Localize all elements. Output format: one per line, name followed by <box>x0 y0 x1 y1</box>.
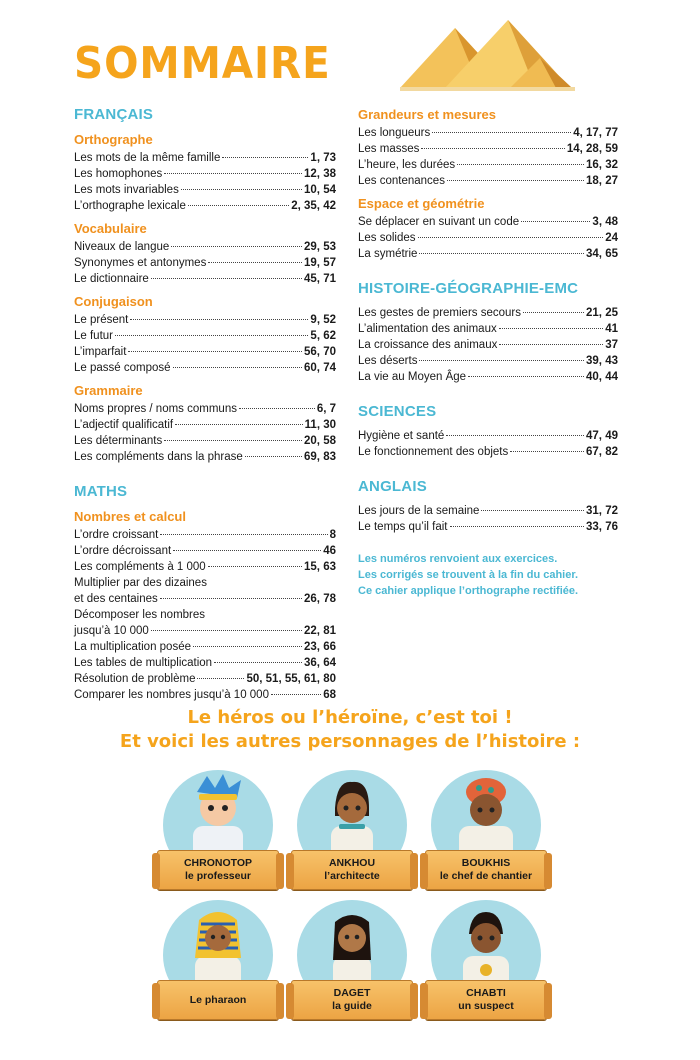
dot-leader <box>271 694 321 695</box>
dot-leader <box>151 630 302 631</box>
toc-entry[interactable] <box>358 353 618 369</box>
entry-pages: 23, 66 <box>304 641 336 653</box>
category-nombres-calcul: Nombres et calcul <box>74 509 186 524</box>
entry-pages: 56, 70 <box>304 346 336 358</box>
dot-leader <box>193 646 302 647</box>
character-banner <box>425 980 547 1020</box>
subject-anglais: ANGLAIS <box>358 478 427 495</box>
entry-label: Les déterminants <box>74 435 163 447</box>
dot-leader <box>160 534 327 535</box>
entry-label: Comparer les nombres jusqu’à 10 000 <box>74 689 269 701</box>
character-role: le professeur <box>185 870 251 882</box>
entry-label: Hygiène et santé <box>358 430 445 442</box>
entry-pages: 20, 58 <box>304 435 336 447</box>
entry-label: L’ordre croissant <box>74 529 159 541</box>
dot-leader <box>151 278 302 279</box>
entry-label: Les solides <box>358 232 416 244</box>
dot-leader <box>197 678 244 679</box>
toc-entry[interactable] <box>358 125 618 141</box>
entry-pages: 16, 32 <box>586 159 618 171</box>
entry-first-line: Décomposer les nombres <box>74 609 206 621</box>
character-role: Le pharaon <box>189 993 247 1006</box>
toc-entry[interactable] <box>74 449 336 465</box>
character-card <box>297 900 407 1030</box>
toc-entry[interactable] <box>74 559 336 575</box>
toc-entry[interactable] <box>74 687 336 703</box>
entry-label: Les longueurs <box>358 127 431 139</box>
dot-leader <box>523 312 584 313</box>
character-name: BOUKHIS <box>461 857 511 869</box>
entry-pages: 26, 78 <box>304 593 336 605</box>
entry-pages: 39, 43 <box>586 355 618 367</box>
dot-leader <box>160 598 302 599</box>
entry-pages: 41 <box>605 323 618 335</box>
character-name: CHRONOTOP <box>183 857 253 869</box>
entry-pages: 2, 35, 42 <box>291 200 336 212</box>
entry-pages: 31, 72 <box>586 505 618 517</box>
category-grammaire: Grammaire <box>74 383 143 398</box>
character-card <box>163 900 273 1030</box>
entry-label: L’heure, les durées <box>358 159 456 171</box>
pharaoh-avatar-icon <box>163 900 273 990</box>
entry-pages: 33, 76 <box>586 521 618 533</box>
entry-pages: 50, 51, 55, 61, 80 <box>246 673 336 685</box>
entry-label: Les déserts <box>358 355 418 367</box>
dot-leader <box>128 351 302 352</box>
subject-sciences: SCIENCES <box>358 403 437 420</box>
entry-label: jusqu’à 10 000 <box>74 625 149 637</box>
toc-entry[interactable] <box>358 214 618 230</box>
character-card <box>297 770 407 900</box>
headline-line-2: Et voici les autres personnages de l’histoire : <box>119 731 581 752</box>
dot-leader <box>510 451 584 452</box>
entry-pages: 14, 28, 59 <box>566 143 618 155</box>
dot-leader <box>171 246 302 247</box>
toc-entry[interactable] <box>358 157 618 173</box>
note-line: Les corrigés se trouvent à la fin du cahier. <box>358 569 579 581</box>
entry-label: La vie au Moyen Âge <box>358 371 467 383</box>
note-line: Les numéros renvoient aux exercices. <box>358 553 558 565</box>
toc-entry[interactable] <box>74 328 336 344</box>
dot-leader <box>418 237 604 238</box>
character-name: DAGET <box>333 987 371 999</box>
headline-line-1: Le héros ou l’héroïne, c’est toi ! <box>187 707 513 728</box>
toc-entry[interactable] <box>74 150 336 166</box>
dot-leader <box>432 132 571 133</box>
subject-francais: FRANÇAIS <box>74 106 154 123</box>
entry-label: La multiplication posée <box>74 641 191 653</box>
entry-label: La symétrie <box>358 248 418 260</box>
toc-entry[interactable] <box>74 401 336 417</box>
dot-leader <box>164 440 302 441</box>
character-card <box>431 770 541 900</box>
characters-headline <box>0 706 700 754</box>
character-banner <box>157 850 279 890</box>
guide-avatar-icon <box>297 900 407 990</box>
category-orthographe: Orthographe <box>74 132 153 147</box>
dot-leader <box>181 189 302 190</box>
entry-label: L’alimentation des animaux <box>358 323 497 335</box>
entry-label: Résolution de problème <box>74 673 196 685</box>
foreman-avatar-icon <box>431 770 541 860</box>
toc-entry[interactable] <box>74 433 336 449</box>
character-banner <box>291 850 413 890</box>
toc-entry[interactable] <box>358 428 618 444</box>
dot-leader <box>450 526 585 527</box>
toc-entry[interactable] <box>74 271 336 287</box>
entry-pages: 34, 65 <box>586 248 618 260</box>
characters-grid <box>0 770 700 1060</box>
entry-label: Noms propres / noms communs <box>74 403 237 415</box>
toc-entry[interactable] <box>358 519 618 535</box>
entry-label: Les mots invariables <box>74 184 179 196</box>
entry-label: L’ordre décroissant <box>74 545 172 557</box>
character-card <box>163 770 273 900</box>
entry-pages: 19, 57 <box>304 257 336 269</box>
dot-leader <box>521 221 590 222</box>
entry-label: et des centaines <box>74 593 158 605</box>
entry-label: Les homophones <box>74 168 163 180</box>
toc-entry[interactable] <box>358 369 618 385</box>
toc-entry[interactable] <box>74 312 336 328</box>
page-title: SOMMAIRE <box>74 38 331 89</box>
toc-entry[interactable] <box>74 417 336 433</box>
dot-leader <box>419 253 584 254</box>
dot-leader <box>446 435 584 436</box>
dot-leader <box>222 157 308 158</box>
character-role: la guide <box>332 1000 372 1012</box>
toc-entry[interactable] <box>74 543 336 559</box>
entry-label: Les contenances <box>358 175 445 187</box>
category-conjugaison: Conjugaison <box>74 294 153 309</box>
entry-pages: 40, 44 <box>586 371 618 383</box>
dot-leader <box>499 328 603 329</box>
toc-entry[interactable] <box>358 230 618 246</box>
entry-pages: 45, 71 <box>304 273 336 285</box>
category-vocabulaire: Vocabulaire <box>74 221 147 236</box>
notes <box>358 551 618 599</box>
toc-entry[interactable] <box>358 321 618 337</box>
dot-leader <box>468 376 584 377</box>
dot-leader <box>214 662 302 663</box>
professor-avatar-icon <box>163 770 273 860</box>
toc-entry[interactable] <box>74 639 336 655</box>
toc-entry[interactable] <box>74 166 336 182</box>
toc-entry[interactable] <box>74 671 336 687</box>
architect-avatar-icon <box>297 770 407 860</box>
character-banner <box>291 980 413 1020</box>
character-role: l’architecte <box>324 870 380 882</box>
character-card <box>431 900 541 1030</box>
dot-leader <box>115 335 308 336</box>
toc-entry[interactable] <box>74 527 336 543</box>
entry-label: L’imparfait <box>74 346 127 358</box>
toc-entry[interactable] <box>74 360 336 376</box>
entry-pages: 68 <box>323 689 336 701</box>
entry-label: Les compléments à 1 000 <box>74 561 206 573</box>
character-banner <box>425 850 547 890</box>
suspect-avatar-icon <box>431 900 541 990</box>
dot-leader <box>499 344 603 345</box>
toc-entry[interactable] <box>358 305 618 321</box>
entry-pages: 4, 17, 77 <box>573 127 618 139</box>
note-line: Ce cahier applique l’orthographe rectifiée. <box>358 585 579 597</box>
entry-label: L’orthographe lexicale <box>74 200 186 212</box>
toc-entry[interactable] <box>74 591 336 607</box>
character-role: un suspect <box>458 1000 514 1012</box>
entry-label: La croissance des animaux <box>358 339 498 351</box>
entry-pages: 8 <box>329 529 336 541</box>
category-grandeurs-mesures: Grandeurs et mesures <box>358 107 497 122</box>
dot-leader <box>208 262 302 263</box>
entry-pages: 29, 53 <box>304 241 336 253</box>
dot-leader <box>130 319 308 320</box>
dot-leader <box>164 173 302 174</box>
toc-entry[interactable] <box>358 444 618 460</box>
left-column <box>74 106 336 703</box>
entry-label: L’adjectif qualificatif <box>74 419 174 431</box>
character-name: ANKHOU <box>328 857 376 869</box>
entry-pages: 3, 48 <box>592 216 618 228</box>
entry-label: Le dictionnaire <box>74 273 149 285</box>
entry-label: Le présent <box>74 314 129 326</box>
toc-entry[interactable] <box>358 246 618 262</box>
right-column <box>358 106 618 599</box>
toc-entry[interactable] <box>74 239 336 255</box>
entry-label: Le fonctionnement des objets <box>358 446 509 458</box>
entry-pages: 21, 25 <box>586 307 618 319</box>
entry-pages: 60, 74 <box>304 362 336 374</box>
entry-pages: 15, 63 <box>304 561 336 573</box>
toc-entry[interactable] <box>74 255 336 271</box>
entry-label: Les tables de multiplication <box>74 657 213 669</box>
dot-leader <box>419 360 584 361</box>
entry-pages: 22, 81 <box>304 625 336 637</box>
entry-pages: 12, 38 <box>304 168 336 180</box>
entry-label: Les masses <box>358 143 420 155</box>
entry-pages: 1, 73 <box>310 152 336 164</box>
toc-entry[interactable] <box>74 182 336 198</box>
dot-leader <box>208 566 302 567</box>
entry-pages: 10, 54 <box>304 184 336 196</box>
toc-entry[interactable] <box>74 344 336 360</box>
dot-leader <box>188 205 289 206</box>
dot-leader <box>175 424 303 425</box>
entry-label: Le futur <box>74 330 113 342</box>
entry-label: Niveaux de langue <box>74 241 170 253</box>
entry-label: Les mots de la même famille <box>74 152 221 164</box>
toc-entry[interactable] <box>358 503 618 519</box>
dot-leader <box>447 180 584 181</box>
toc-entry[interactable] <box>358 337 618 353</box>
entry-label: Les compléments dans la phrase <box>74 451 243 463</box>
pyramids-illustration <box>400 18 575 93</box>
entry-pages: 36, 64 <box>304 657 336 669</box>
dot-leader <box>173 367 302 368</box>
character-name: CHABTI <box>466 987 506 999</box>
character-banner <box>157 980 279 1020</box>
entry-pages: 5, 62 <box>310 330 336 342</box>
entry-pages: 11, 30 <box>304 419 336 431</box>
category-espace-geometrie: Espace et géométrie <box>358 196 485 211</box>
entry-pages: 6, 7 <box>316 403 336 415</box>
entry-pages: 18, 27 <box>586 175 618 187</box>
dot-leader <box>457 164 584 165</box>
toc-entry[interactable] <box>74 623 336 639</box>
entry-pages: 24 <box>605 232 618 244</box>
entry-label: Les jours de la semaine <box>358 505 480 517</box>
subject-maths: MATHS <box>74 483 128 500</box>
entry-pages: 46 <box>323 545 336 557</box>
toc-entry[interactable] <box>74 655 336 671</box>
dot-leader <box>173 550 321 551</box>
toc-entry[interactable] <box>358 173 618 189</box>
entry-label: Se déplacer en suivant un code <box>358 216 520 228</box>
entry-pages: 9, 52 <box>310 314 336 326</box>
entry-pages: 37 <box>605 339 618 351</box>
entry-label: Le passé composé <box>74 362 171 374</box>
entry-pages: 69, 83 <box>304 451 336 463</box>
subject-histoire-geo: HISTOIRE-GÉOGRAPHIE-EMC <box>358 280 579 297</box>
dot-leader <box>239 408 315 409</box>
toc-entry[interactable] <box>358 141 618 157</box>
dot-leader <box>481 510 584 511</box>
entry-label: Synonymes et antonymes <box>74 257 207 269</box>
character-role: le chef de chantier <box>439 870 533 882</box>
entry-first-line: Multiplier par des dizaines <box>74 577 207 589</box>
dot-leader <box>245 456 302 457</box>
entry-label: Le temps qu’il fait <box>358 521 448 533</box>
entry-label: Les gestes de premiers secours <box>358 307 521 319</box>
toc-entry[interactable] <box>74 198 336 214</box>
entry-pages: 47, 49 <box>586 430 618 442</box>
dot-leader <box>421 148 564 149</box>
entry-pages: 67, 82 <box>586 446 618 458</box>
